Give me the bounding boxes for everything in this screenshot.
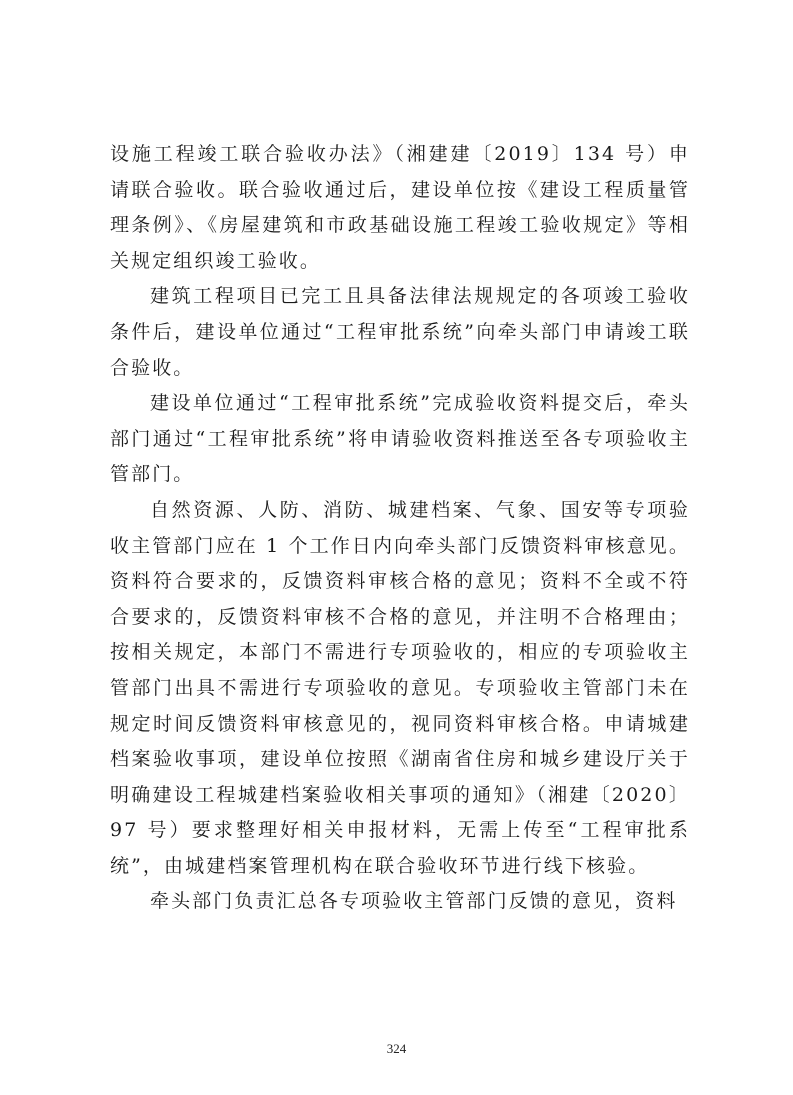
paragraph: 自然资源、人防、消防、城建档案、气象、国安等专项验收主管部门应在 1 个工作日内向牵头部门反馈资料审核意见。资料符合要求的，反馈资料审核合格的意见；资料不全或不符合要求的，反馈资料审核不合格的意见，并注明不合格理由；按相关规定，本部门不需进行专项验收的，相应的专项验收主管部门出具不需进行专项验收的意见。专项验收主管部门未在规定时间反馈资料审核意见的，视同资料审核合格。申请城建档案验收事项，建设单位按照《湖南省住房和城乡建设厅关于明确建设工程城建档案验收相关事项的通知》（湘建〔2020〕97 号）要求整理好相关申报材料，无需上传至“工程审批系统”，由城建档案管理机构在联合验收环节进行线下核验。 (110, 498, 690, 877)
paragraph: 建筑工程项目已完工且具备法律法规规定的各项竣工验收条件后，建设单位通过“工程审批系统”向牵头部门申请竣工联合验收。 (110, 285, 690, 379)
paragraph-continued: 设施工程竣工联合验收办法》（湘建建〔2019〕134 号）申请联合验收。联合验收通过后，建设单位按《建设工程质量管理条例》、《房屋建筑和市政基础设施工程竣工验收规定》等相关规定组织竣工验收。 (110, 143, 690, 272)
document-body (110, 137, 690, 920)
paragraph: 牵头部门负责汇总各专项验收主管部门反馈的意见，资料 (150, 890, 678, 913)
paragraph: 建设单位通过“工程审批系统”完成验收资料提交后，牵头部门通过“工程审批系统”将申请验收资料推送至各专项验收主管部门。 (110, 392, 690, 486)
page-number: 324 (386, 1041, 407, 1056)
